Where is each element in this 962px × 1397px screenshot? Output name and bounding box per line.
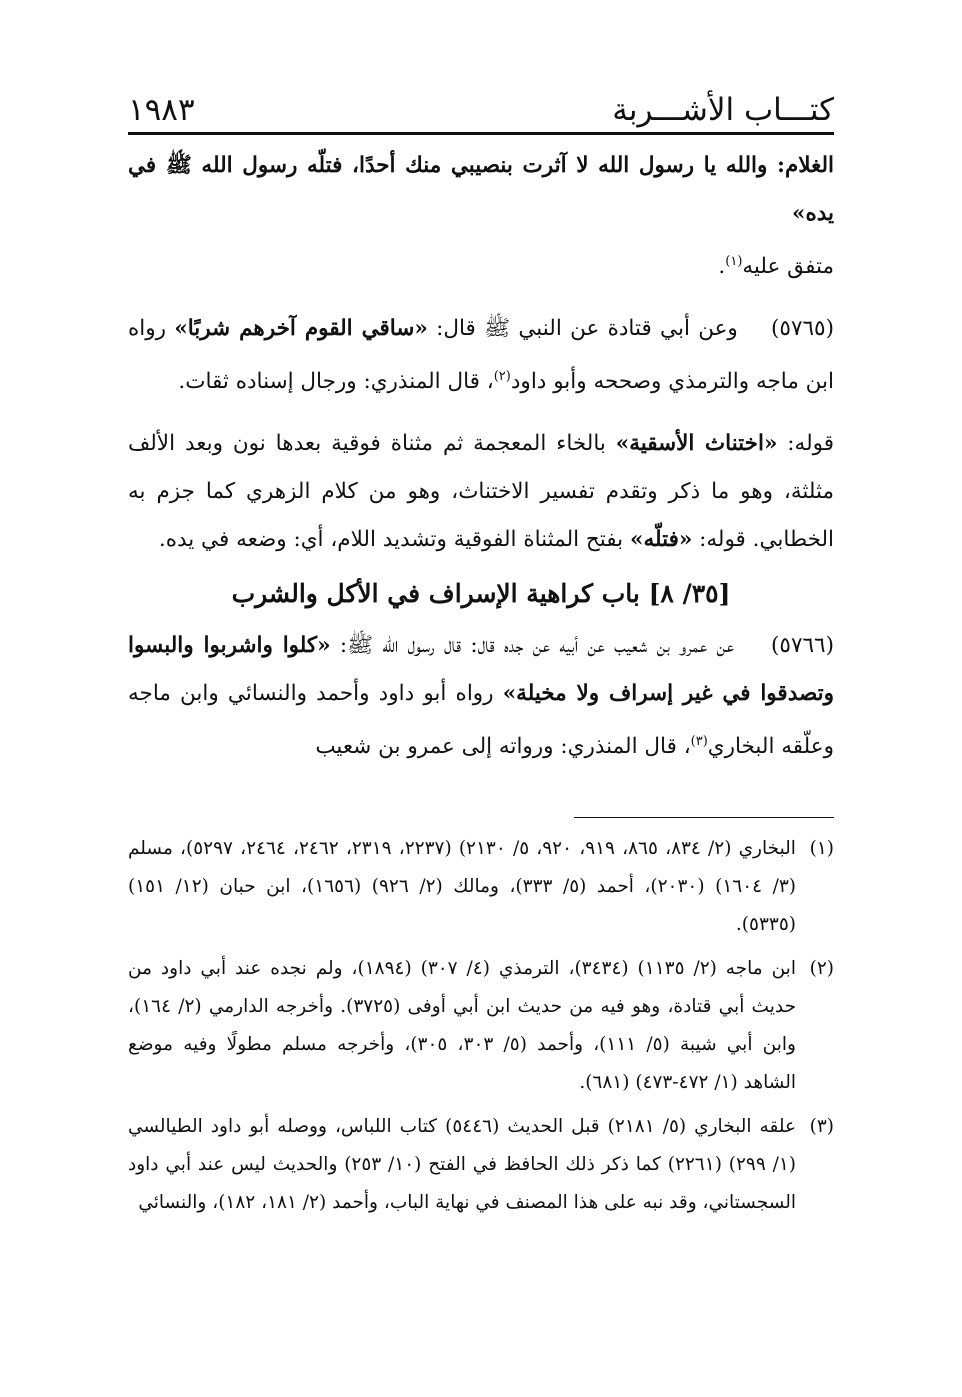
footnote (128, 830, 834, 944)
main-text (128, 142, 834, 771)
commentary-intro: قوله: (777, 431, 835, 457)
commentary-term: «اختناث الأسقية» (615, 431, 778, 457)
footnote-separator (574, 817, 834, 818)
hadith-5766 (128, 622, 834, 771)
footnote-text: ابن ماجه (٢/ ١١٣٥) (٣٤٣٤)، الترمذي (٤/ ٣٠٧) (١٨٩٤)، ولم نجده عند أبي داود من حديث أبي قتادة، وهو فيه من حديث ابن أبي أوفى (٣٧٢٥). وأخرجه الدارمي (٢/ ١٦٤)، وابن أبي شيبة (٥/ ١١١)، وأحمد (٥/ ٣٠٣، ٣٠٥)، وأخرجه مسلم مطولًا وفيه موضع الشاهد (١/ ٤٧٢-٤٧٣) (٦٨١). (128, 958, 797, 1093)
hadith-quote: «ساقي القوم آخرهم شربًا» (174, 316, 428, 342)
hadith-intro: عن عمرو بن شعيب عن أبيه عن جده قال: قال رسول الله ﷺ: (330, 633, 735, 659)
page-header (128, 82, 834, 135)
footnote-number: (٢) (809, 958, 834, 979)
footnote (128, 1108, 834, 1222)
footnote-ref: (٢) (493, 369, 511, 385)
hadith-text: الغلام: والله يا رسول الله لا آثرت بنصيبي منك أحدًا، فتلّه رسول الله ﷺ في يده» (128, 153, 834, 226)
page-number: ١٩٨٣ (128, 92, 195, 128)
commentary-text: بفتح المثناة الفوقية وتشديد اللام، أي: وضعه في يده. (158, 527, 630, 553)
commentary-text: بالخاء المعجمة ثم مثناة فوقية بعدها نون وبعد الألف مثلثة، وهو ما ذكر وتقدم تفسير الاختناث، وهو من كلام الزهري كما جزم به الخطابي. قوله: (128, 431, 834, 553)
commentary-term: «فتلّه» (630, 527, 693, 553)
hadith-intro: وعن أبي قتادة عن النبي ﷺ قال: (427, 316, 738, 342)
hadith-number: (٥٧٦٥) (771, 316, 834, 342)
footnote-ref: (١) (725, 254, 743, 269)
chapter-heading: [٣٥/ ٨] باب كراهية الإسراف في الأكل والشرب (231, 579, 731, 609)
footnote-number: (٣) (809, 1116, 834, 1137)
takhrij-text: متفق عليه (742, 254, 834, 280)
hadith-quote: «كلوا واشربوا والبسوا وتصدقوا في غير إسراف ولا مخيلة» (128, 633, 834, 707)
hadith-source: رواه ابن ماجه والترمذي وصححه وأبو داود (128, 316, 834, 395)
footnote (128, 950, 834, 1102)
punctuation: . (718, 254, 726, 280)
paragraph-continuation (128, 142, 834, 291)
commentary-paragraph (128, 420, 834, 564)
hadith-number: (٥٧٦٦) (771, 633, 834, 659)
footnote-ref: (٣) (690, 734, 708, 750)
running-title: كتـــاب الأشـــربة (612, 92, 834, 128)
footnote-text: علقه البخاري (٥/ ٢١٨١) قبل الحديث (٥٤٤٦) كتاب اللباس، ووصله أبو داود الطيالسي (١/ ٢٩٩) (٢٢٦١) كما ذكر ذلك الحافظ في الفتح (١٠/ ٢٥٣) والحديث ليس عند أبي داود السجستاني، وقد نبه على هذا المصنف في نهاية الباب، وأحمد (٢/ ١٨١، ١٨٢)، والنسائي (128, 1116, 796, 1213)
hadith-grading: ، قال المنذري: ورواته إلى عمرو بن شعيب (315, 734, 691, 760)
hadith-source: رواه أبو داود وأحمد والنسائي وابن ماجه وعلّقه البخاري (128, 681, 834, 760)
hadith-grading: ، قال المنذري: ورجال إسناده ثقات. (178, 369, 494, 395)
footnote-number: (١) (809, 838, 834, 859)
hadith-5765 (128, 305, 834, 406)
footnotes (128, 830, 834, 1228)
footnote-text: البخاري (٢/ ٨٣٤، ٨٦٥، ٩١٩، ٩٢٠، ٥/ ٢١٣٠) (٢٢٣٧، ٢٣١٩، ٢٤٦٢، ٢٤٦٤، ٥٢٩٧)، مسلم (٣/ ١٦٠٤) (٢٠٣٠)، أحمد (٥/ ٣٣٣)، ومالك (٢/ ٩٢٦) (١٦٥٦)، ابن حبان (١٢/ ١٥١) (٥٣٣٥). (128, 838, 796, 935)
